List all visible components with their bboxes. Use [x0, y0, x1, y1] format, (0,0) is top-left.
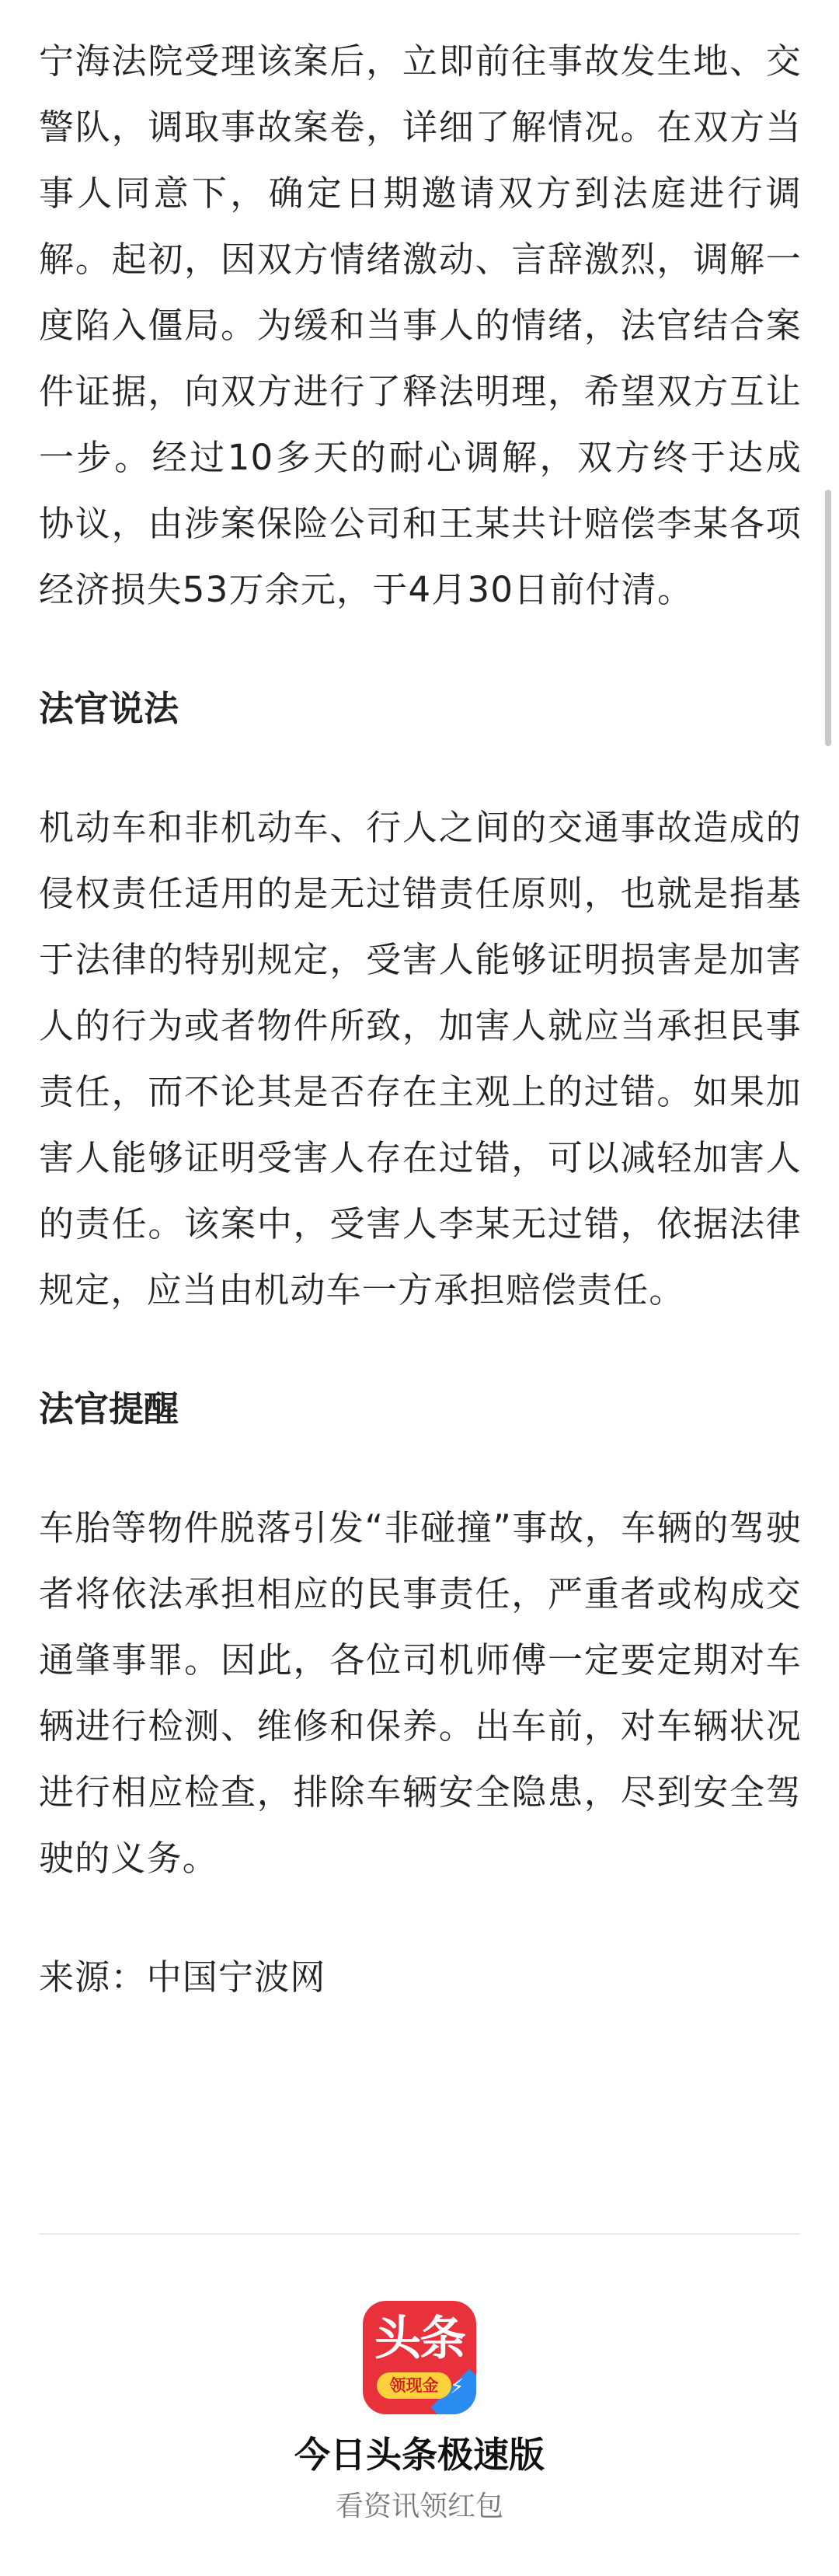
app-logo[interactable]: [363, 2301, 476, 2414]
article-paragraph: 车胎等物件脱落引发“非碰撞”事故，车辆的驾驶者将依法承担相应的民事责任，严重者或构成交通肇事罪。因此，各位司机师傅一定要定期对车辆进行检测、维修和保养。出车前，对车辆状况进行相应检查，排除车辆安全隐患，尽到安全驾驶的义务。: [39, 1507, 802, 1879]
divider: [39, 2233, 800, 2235]
article-source: 来源：中国宁波网: [39, 1956, 326, 1998]
app-promo[interactable]: [0, 2301, 839, 2526]
app-tagline: 看资讯领红包: [335, 2490, 503, 2522]
article-body: [39, 28, 802, 2010]
scrollbar-thumb[interactable]: [825, 490, 831, 746]
article-paragraph: 宁海法院受理该案后，立即前往事故发生地、交警队，调取事故案卷，详细了解情况。在双方当事人同意下，确定日期邀请双方到法庭进行调解。起初，因双方情绪激动、言辞激烈，调解一度陷入僵局。为缓和当事人的情绪，法官结合案件证据，向双方进行了释法明理，希望双方互让一步。经过10多天的耐心调解，双方终于达成协议，由涉案保险公司和王某共计赔偿李某各项经济损失53万余元，于4月30日前付清。: [39, 40, 802, 610]
section-heading-judge-says: 法官说法: [39, 688, 179, 729]
app-name[interactable]: 今日头条极速版: [294, 2434, 545, 2476]
article-paragraph: 机动车和非机动车、行人之间的交通事故造成的侵权责任适用的是无过错责任原则，也就是指基于法律的特别规定，受害人能够证明损害是加害人的行为或者物件所致，加害人就应当承担民事责任，而不论其是否存在主观上的过错。如果加害人能够证明受害人存在过错，可以减轻加害人的责任。该案中，受害人李某无过错，依据法律规定，应当由机动车一方承担赔偿责任。: [39, 807, 802, 1311]
app-logo-text: 头条: [374, 2312, 465, 2366]
app-logo-badge: 领现金: [377, 2372, 451, 2399]
section-heading-judge-reminder: 法官提醒: [39, 1388, 179, 1429]
lightning-icon: ⚡: [450, 2375, 465, 2399]
